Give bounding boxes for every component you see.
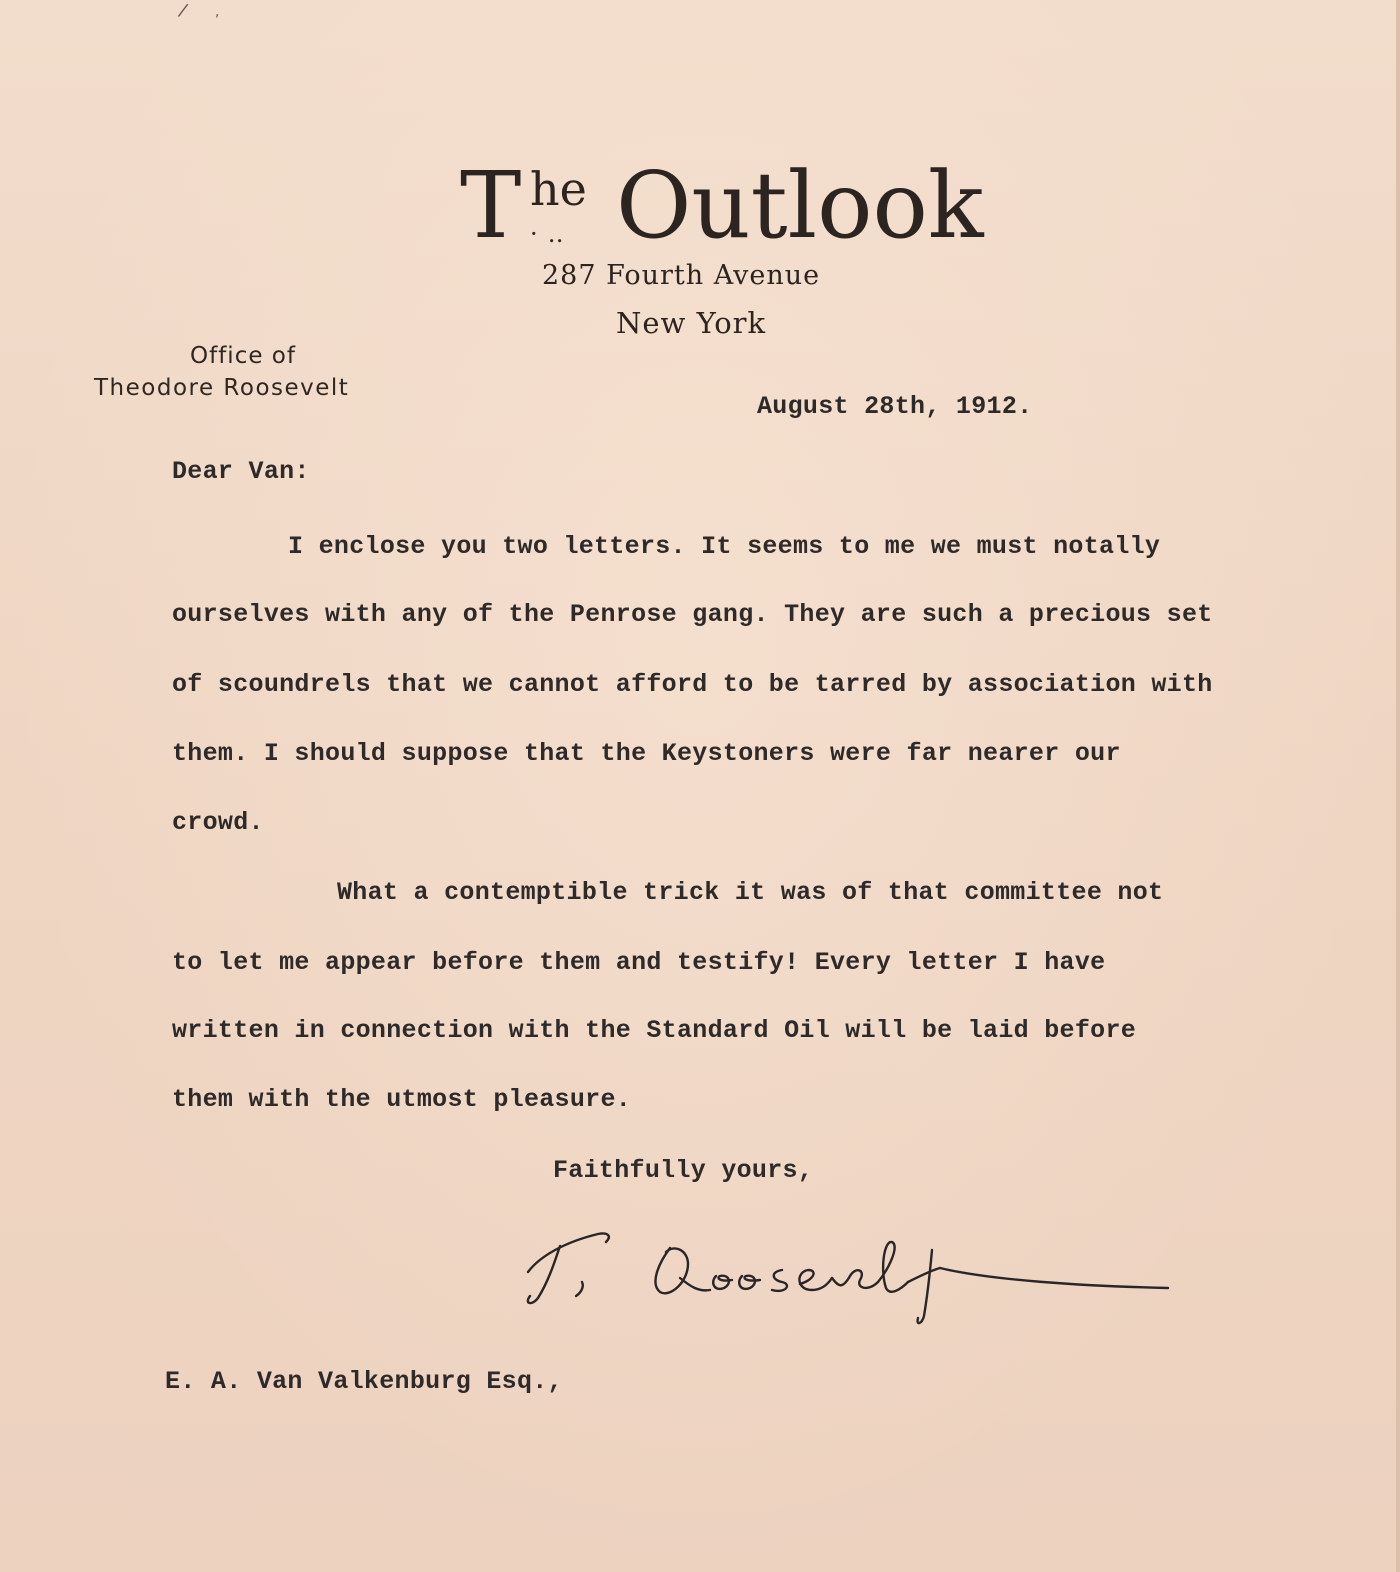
signature (520, 1220, 1180, 1330)
office-of-label: Office of (190, 343, 296, 369)
letterhead-street: 287 Fourth Avenue (542, 260, 821, 291)
letterhead-city: New York (616, 306, 767, 340)
signature-drawing (520, 1220, 1180, 1330)
pencil-mark: , (215, 4, 220, 20)
body-line: ourselves with any of the Penrose gang. They are such a precious set (172, 600, 1213, 629)
body-line: them. I should suppose that the Keystoners were far nearer our (172, 739, 1121, 768)
letterhead-masthead (460, 152, 984, 260)
pencil-mark: / (176, 0, 190, 22)
masthead-t: T (460, 152, 522, 259)
masthead-dots: ·‥ (530, 220, 574, 248)
body-line: to let me appear before them and testify! Every letter I have (172, 948, 1106, 977)
letter-date: August 28th, 1912. (757, 392, 1033, 421)
masthead-he: he (530, 162, 587, 216)
body-line: I enclose you two letters. It seems to me we must notally (288, 532, 1161, 561)
closing: Faithfully yours, (553, 1156, 814, 1185)
masthead-outlook: Outlook (616, 152, 984, 259)
salutation: Dear Van: (172, 457, 310, 486)
body-line: of scoundrels that we cannot afford to be tarred by association with (172, 670, 1213, 699)
body-line: crowd. (172, 808, 264, 837)
body-line: What a contemptible trick it was of that committee not (337, 878, 1164, 907)
recipient-address: E. A. Van Valkenburg Esq., (165, 1367, 563, 1396)
body-line: written in connection with the Standard Oil will be laid before (172, 1016, 1137, 1045)
office-name: Theodore Roosevelt (94, 375, 350, 401)
body-line: them with the utmost pleasure. (172, 1085, 632, 1114)
